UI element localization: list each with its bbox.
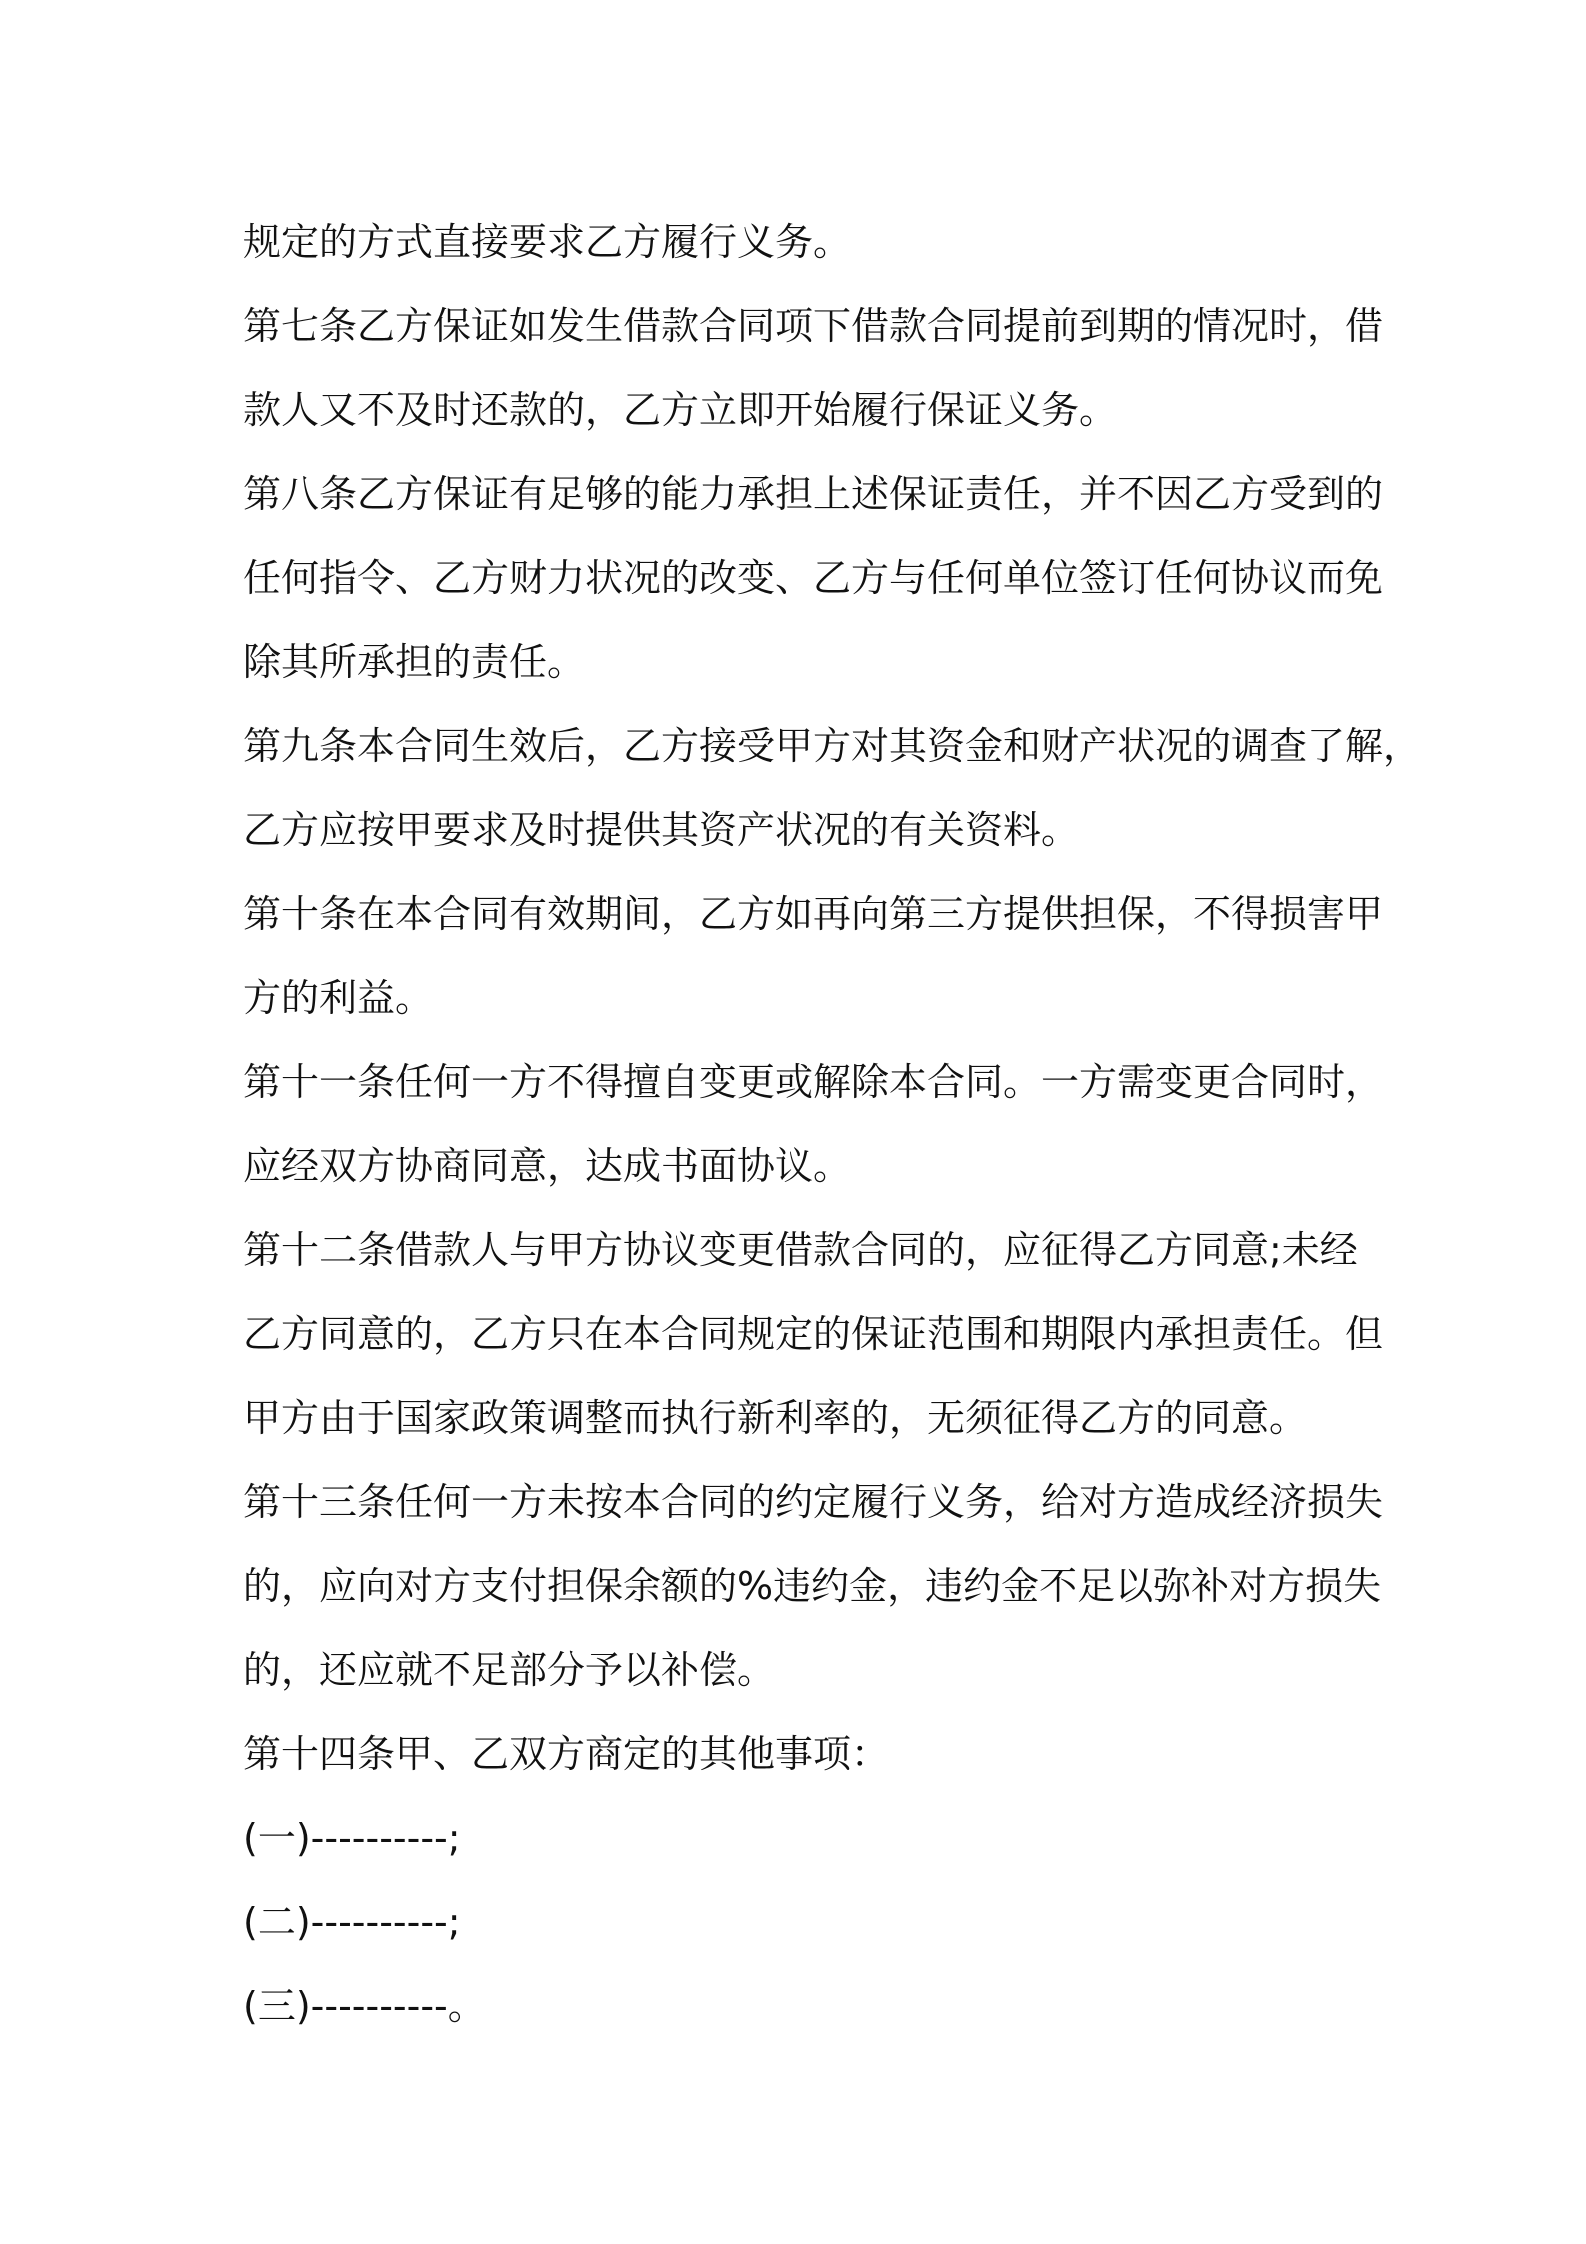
text-line: 的，还应就不足部分予以补偿。 [243, 1648, 776, 1692]
text-line: 款人又不及时还款的，乙方立即开始履行保证义务。 [243, 388, 1118, 432]
text-line: 第八条乙方保证有足够的能力承担上述保证责任，并不因乙方受到的 [243, 472, 1384, 516]
text-line: 乙方应按甲要求及时提供其资产状况的有关资料。 [243, 808, 1080, 852]
text-line: 除其所承担的责任。 [243, 640, 586, 684]
text-line: (一)----------; [243, 1816, 461, 1860]
text-line: 第十四条甲、乙双方商定的其他事项： [243, 1732, 890, 1776]
text-line: 乙方同意的，乙方只在本合同规定的保证范围和期限内承担责任。但 [243, 1312, 1384, 1356]
text-line: 甲方由于国家政策调整而执行新利率的，无须征得乙方的同意。 [243, 1396, 1308, 1440]
text-line: 的，应向对方支付担保余额的%违约金，违约金不足以弥补对方损失 [243, 1564, 1382, 1608]
text-line: 第十一条任何一方不得擅自变更或解除本合同。一方需变更合同时， [243, 1060, 1384, 1104]
text-line: 任何指令、乙方财力状况的改变、乙方与任何单位签订任何协议而免 [243, 556, 1384, 600]
document-body [243, 200, 1422, 2048]
text-line: 方的利益。 [243, 976, 434, 1020]
text-line: (二)----------; [243, 1900, 461, 1944]
text-line: 第九条本合同生效后，乙方接受甲方对其资金和财产状况的调查了解， [243, 724, 1422, 768]
text-line: 第七条乙方保证如发生借款合同项下借款合同提前到期的情况时，借 [243, 304, 1384, 348]
text-line: 第十条在本合同有效期间，乙方如再向第三方提供担保，不得损害甲 [243, 892, 1384, 936]
text-line: 第十三条任何一方未按本合同的约定履行义务，给对方造成经济损失 [243, 1480, 1384, 1524]
text-line: 应经双方协商同意，达成书面协议。 [243, 1144, 852, 1188]
text-line: 第十二条借款人与甲方协议变更借款合同的，应征得乙方同意;未经 [243, 1228, 1358, 1272]
text-line: (三)----------。 [243, 1984, 486, 2028]
text-line: 规定的方式直接要求乙方履行义务。 [243, 220, 852, 264]
